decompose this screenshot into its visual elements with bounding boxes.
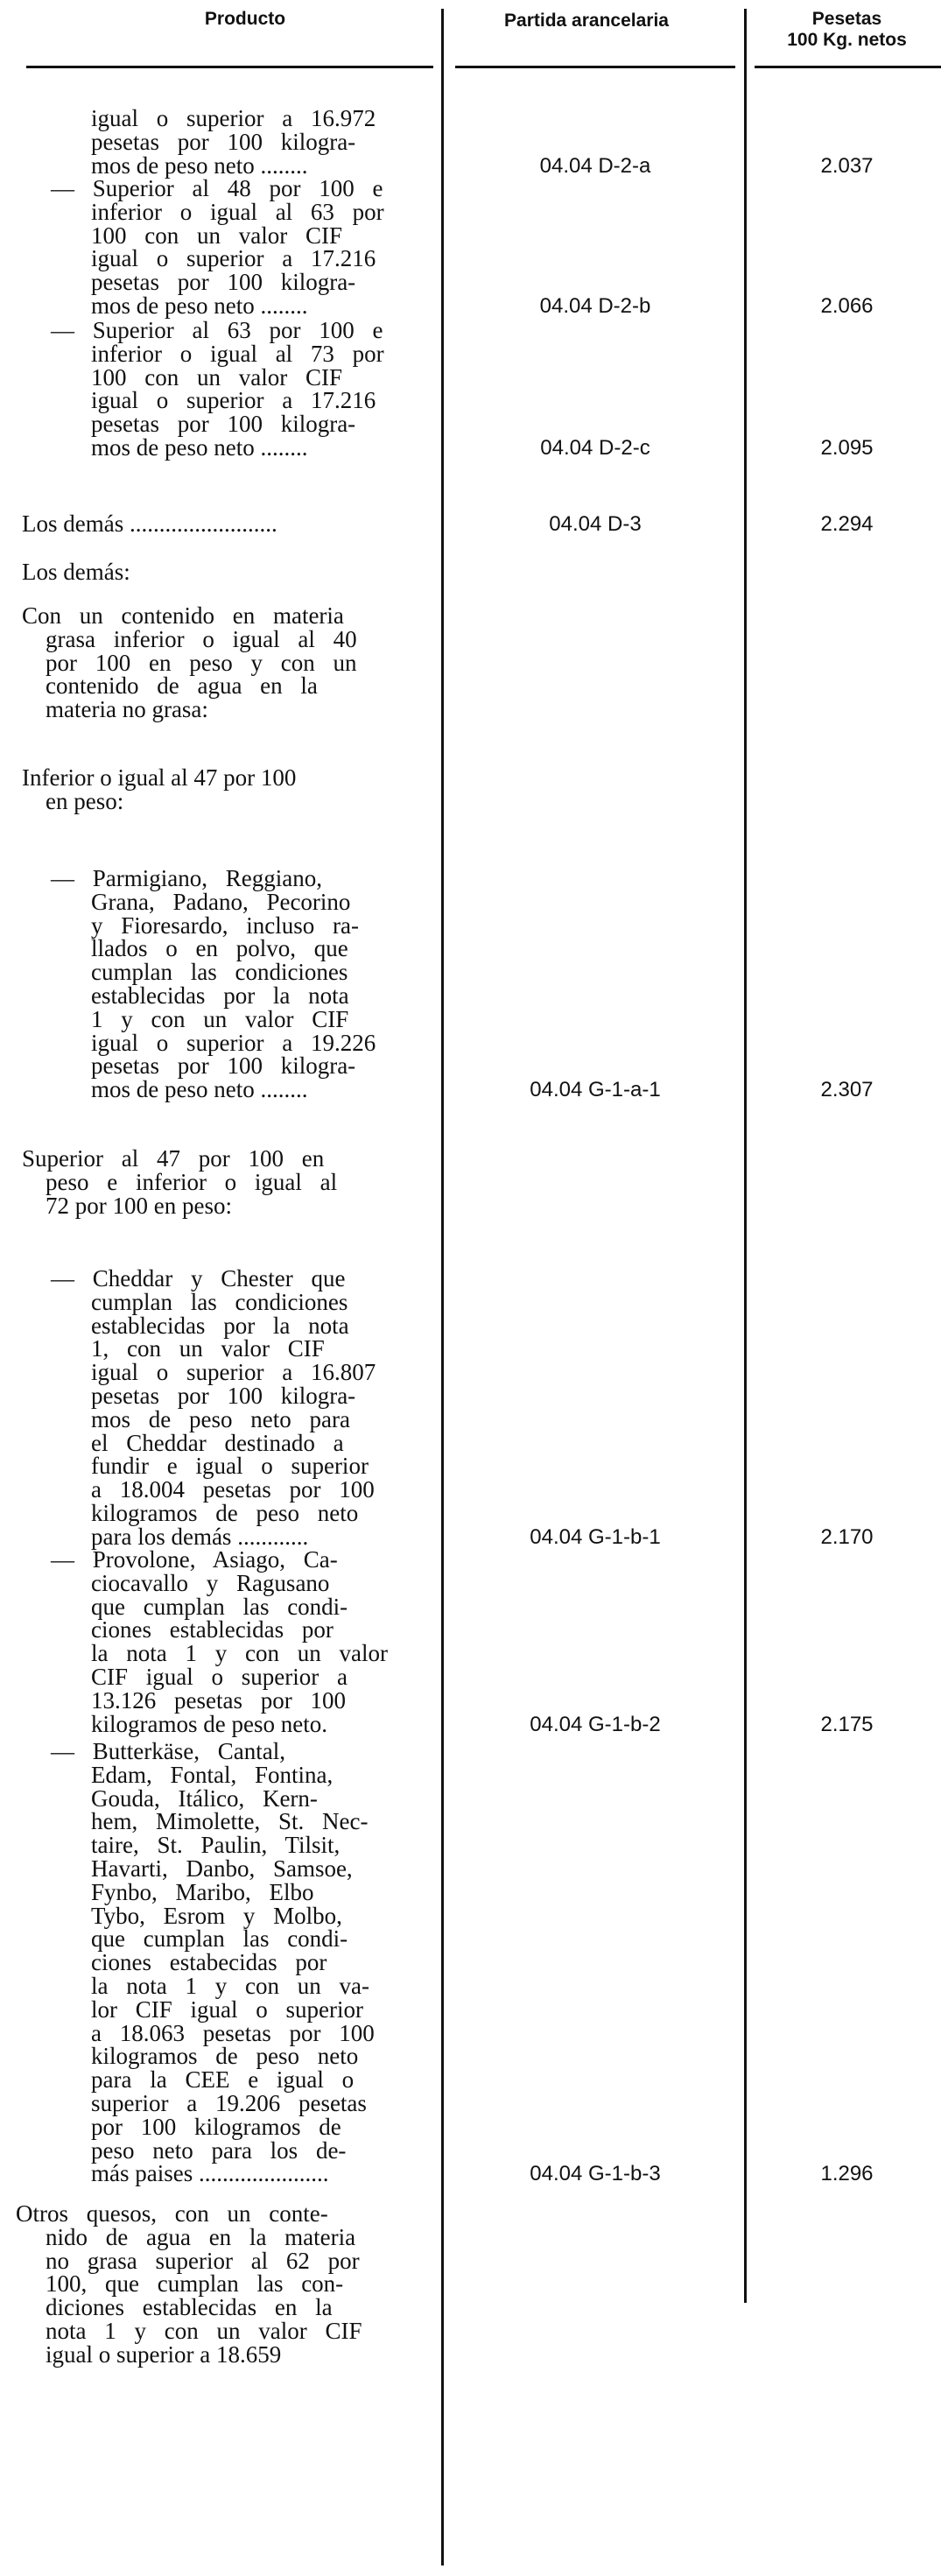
product-text-line: igual o superior a 19.226 [91,1029,376,1056]
product-text-line: y Fioresardo, incluso ra- [91,911,359,939]
product-text-line: Havarti, Danbo, Samsoe, [91,1855,353,1882]
product-text-line: contenido de agua en la [46,672,318,700]
product-text-line: mos de peso neto ........ [91,434,308,461]
product-text-line: — Parmigiano, Reggiano, [51,865,322,891]
product-text-line: ciones estabecidas por [91,1949,327,1976]
product-text-line: para los demás ............ [91,1523,309,1550]
product-text-line: peso e inferior o igual al [46,1168,338,1195]
product-text-line: cumplan las condiciones [91,1288,348,1315]
product-text-line: igual o superior a 17.216 [91,245,376,272]
product-text-line: Inferior o igual al 47 por 100 [22,764,297,791]
pesetas-value: 1.296 [820,2162,874,2186]
product-text-line: nota 1 y con un valor CIF [46,2318,362,2344]
pesetas-value: 2.307 [820,1078,874,1102]
product-text-line: Grana, Padano, Pecorino [91,888,351,915]
product-text-line: Fynbo, Maribo, Elbo [91,1878,314,1905]
product-text-line: taire, St. Paulin, Tilsit, [91,1832,341,1859]
product-text-line: pesetas por 100 kilogra- [91,269,356,296]
header-pesetas [753,9,941,51]
header-rule-mid [455,66,735,68]
partida-code: 04.04 D-3 [549,512,642,536]
product-text-line: ciones establecidas por [91,1616,334,1643]
partida-code: 04.04 G-1-b-3 [530,2162,661,2186]
pesetas-value: 2.095 [820,436,874,460]
product-text-line: el Cheddar destinado a [91,1429,344,1456]
product-text-line: — Cheddar y Chester que [51,1265,346,1292]
product-text-line: que cumplan las condi- [91,1925,348,1953]
product-text-line: Tybo, Esrom y Molbo, [91,1902,342,1929]
product-text-line: 1, con un valor CIF [91,1335,325,1362]
product-text-line: Con un contenido en materia [22,602,344,629]
product-text-line: mos de peso neto para [91,1405,350,1432]
pesetas-value: 2.175 [820,1712,874,1736]
product-text-line: pesetas por 100 kilogra- [91,411,356,438]
product-text-line: — Provolone, Asiago, Ca- [51,1546,338,1573]
product-text-line: inferior o igual al 73 por [91,340,384,367]
product-text-line: grasa inferior o igual al 40 [46,625,357,652]
header-partida: Partida arancelaria [504,11,669,31]
product-text-line: por 100 en peso y con un [46,649,357,676]
product-text-line: establecidas por la nota [91,1312,349,1339]
partida-code: 04.04 D-2-b [539,294,651,318]
product-text-line: igual o superior a 18.659 [46,2340,282,2368]
pesetas-value: 2.294 [820,512,874,536]
product-text-line: mos de peso neto ........ [91,1076,308,1103]
header-pesetas-line1: Pesetas [811,9,882,29]
product-text-line: 100 con un valor CIF [91,222,342,249]
product-text-line: igual o superior a 16.807 [91,1359,376,1386]
product-text-line: fundir e igual o superior [91,1453,369,1480]
product-text-line: peso neto para los de- [91,2136,347,2164]
product-text-line: diciones establecidas en la [46,2294,333,2321]
product-text-line: CIF igual o superior a [91,1664,348,1690]
header-rule-left [26,66,433,68]
product-text-line: 13.126 pesetas por 100 [91,1686,346,1714]
pesetas-value: 2.066 [820,294,874,318]
product-text-line: Los demás: [22,559,130,585]
product-text-line: pesetas por 100 kilogra- [91,1052,356,1080]
product-text-line: — Superior al 63 por 100 e [51,317,383,343]
pesetas-value: 2.037 [820,153,874,178]
product-text-line: cumplan las condiciones [91,959,348,986]
partida-code: 04.04 D-2-a [539,153,651,178]
product-text-line: Los demás ......................... [22,510,277,537]
product-text-line: a 18.004 pesetas por 100 [91,1476,375,1503]
product-text-line: que cumplan las condi- [91,1593,348,1620]
product-text-line: hem, Mimolette, St. Nec- [91,1808,369,1835]
partida-code: 04.04 G-1-b-1 [530,1524,661,1549]
header-producto: Producto [204,9,286,29]
product-text-line: kilogramos de peso neto. [91,1710,327,1737]
product-text-line: la nota 1 y con un va- [91,1973,369,1999]
product-text-line: establecidas por la nota [91,982,349,1009]
partida-code: 04.04 D-2-c [540,436,650,460]
product-text-line: para la CEE e igual o [91,2066,355,2094]
product-text-line: 100 con un valor CIF [91,363,342,391]
product-text-line: en peso: [46,787,124,814]
product-text-line: Superior al 47 por 100 en [22,1145,325,1172]
product-text-line: lor CIF igual o superior [91,1995,363,2023]
product-text-line: 72 por 100 en peso: [46,1192,232,1219]
product-text-line: no grasa superior al 62 por [46,2247,360,2274]
partida-code: 04.04 G-1-a-1 [530,1078,661,1102]
column-divider-left [441,9,444,2565]
product-text-line: kilogramos de peso neto [91,2043,359,2070]
product-text-line: igual o superior a 16.972 [91,105,376,131]
product-text-line: pesetas por 100 kilogra- [91,1383,356,1409]
product-text-line: Gouda, Itálico, Kern- [91,1784,318,1812]
product-text-line: Edam, Fontal, Fontina, [91,1761,334,1788]
header-rule-right [755,66,941,68]
product-text-line: igual o superior a 17.216 [91,387,376,414]
product-text-line: mos de peso neto ........ [91,151,308,179]
product-text-line: mos de peso neto ........ [91,292,308,319]
product-text-line: 1 y con un valor CIF [91,1005,349,1032]
product-text-line: por 100 kilogramos de [91,2113,341,2140]
product-text-line: inferior o igual al 63 por [91,198,384,225]
product-text-line: superior a 19.206 pesetas [91,2090,367,2116]
header-pesetas-line2: 100 Kg. netos [787,30,907,50]
pesetas-value: 2.170 [820,1524,874,1549]
product-text-line: pesetas por 100 kilogra- [91,128,356,155]
product-text-line: ciocavallo y Ragusano [91,1569,330,1596]
product-text-line: llados o en polvo, que [91,935,348,962]
product-text-line: la nota 1 y con un valor [91,1640,388,1667]
product-text-line: materia no grasa: [46,696,208,723]
product-text-line: más paises ...................... [91,2160,329,2187]
partida-code: 04.04 G-1-b-2 [530,1712,661,1736]
product-text-line: kilogramos de peso neto [91,1500,359,1526]
product-text-line: Otros quesos, con un conte- [16,2200,328,2227]
product-text-line: 100, que cumplan las con- [46,2270,344,2298]
product-text-line: — Butterkäse, Cantal, [51,1738,285,1764]
product-text-line: — Superior al 48 por 100 e [51,175,383,201]
product-text-line: nido de agua en la materia [46,2223,356,2250]
product-text-line: a 18.063 pesetas por 100 [91,2019,375,2046]
column-divider-right [744,9,747,2303]
